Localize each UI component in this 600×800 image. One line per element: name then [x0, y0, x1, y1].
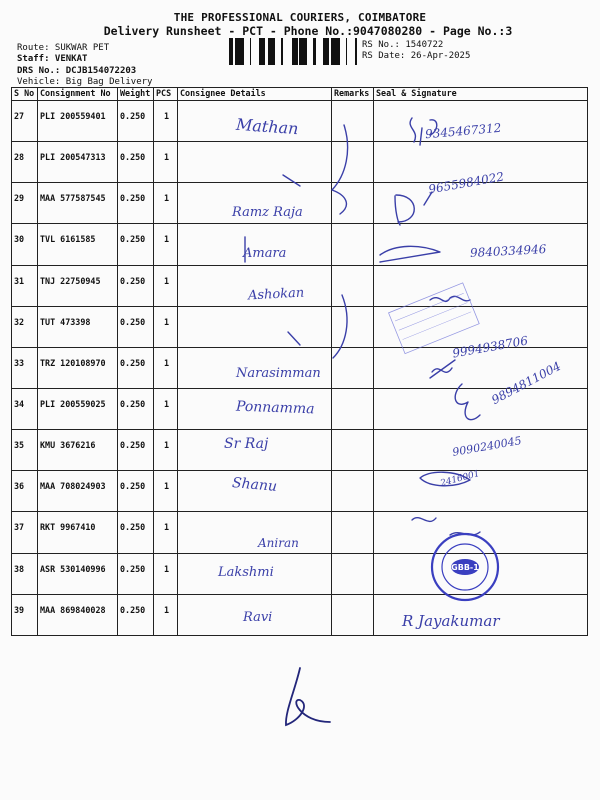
consignee-handwriting: Mathan: [235, 114, 300, 139]
signature-scribble-icon: [395, 192, 432, 225]
consignee-handwriting: Narasimman: [236, 366, 321, 381]
ditto-mark-icon: [283, 175, 300, 186]
pcs-cell: 1: [154, 594, 178, 635]
phone-handwriting: 2416001: [439, 468, 481, 490]
consignment-cell: TNJ 22750945: [38, 265, 118, 306]
pcs-cell: 1: [154, 471, 178, 512]
consignment-cell: TRZ 120108970: [38, 347, 118, 388]
consignee-handwriting: Ashokan: [247, 285, 305, 304]
signature-scribble-icon: [430, 360, 455, 378]
col-header-sno: S No: [12, 88, 38, 101]
pcs-cell: 1: [154, 142, 178, 183]
consignment-cell: TUT 473398: [38, 306, 118, 347]
sno-cell: 36: [12, 471, 38, 512]
pcs-cell: 1: [154, 101, 178, 142]
seal-text: GBB-1: [451, 563, 479, 572]
col-header-weight: Weight: [118, 88, 154, 101]
staff-label: Staff: VENKAT: [17, 54, 88, 64]
rs-date: RS Date: 26-Apr-2025: [362, 51, 471, 61]
col-header-seal: Seal & Signature: [374, 88, 588, 101]
company-stamp-icon: [389, 283, 480, 354]
weight-cell: 0.250: [118, 594, 154, 635]
document-subtitle: Delivery Runsheet - PCT - Phone No.:9047080280 - Page No.:3: [103, 24, 513, 38]
signature-scribble-icon: [412, 518, 480, 535]
weight-cell: 0.250: [118, 347, 154, 388]
consignee-handwriting: Ramz Raja: [232, 205, 303, 220]
consignment-cell: MAA 869840028: [38, 594, 118, 635]
sno-cell: 33: [12, 347, 38, 388]
weight-cell: 0.250: [118, 512, 154, 553]
sno-cell: 27: [12, 101, 38, 142]
phone-handwriting: 9655984022: [427, 169, 505, 197]
consignee-handwriting: Amara: [243, 246, 287, 261]
pcs-cell: 1: [154, 183, 178, 224]
consignment-cell: MAA 708024903: [38, 471, 118, 512]
weight-cell: 0.250: [118, 388, 154, 429]
consignee-handwriting: Shanu: [231, 475, 278, 495]
sno-cell: 34: [12, 388, 38, 429]
consignee-handwriting: Aniran: [258, 536, 299, 550]
consignment-cell: PLI 200547313: [38, 142, 118, 183]
pcs-cell: 1: [154, 430, 178, 471]
weight-cell: 0.250: [118, 471, 154, 512]
loop-signature-icon: [286, 668, 330, 725]
phone-handwriting: 9894811004: [489, 358, 564, 408]
sno-cell: 38: [12, 553, 38, 594]
col-header-consignee: Consignee Details: [178, 88, 332, 101]
bracket-stroke-icon: [332, 125, 348, 214]
consignee-handwriting: Sr Raj: [224, 436, 269, 452]
consignment-cell: TVL 6161585: [38, 224, 118, 265]
weight-cell: 0.250: [118, 430, 154, 471]
col-header-pcs: PCS: [154, 88, 178, 101]
col-header-consignment: Consignment No: [38, 88, 118, 101]
route-label: Route: SUKWAR PET: [17, 43, 110, 53]
round-seal-icon: [432, 534, 498, 600]
consignee-handwriting: Lakshmi: [218, 565, 274, 580]
consignment-cell: ASR 530140996: [38, 553, 118, 594]
rs-number: RS No.: 1540722: [362, 40, 444, 50]
phone-handwriting: 9994938706: [451, 333, 529, 361]
consignment-cell: PLI 200559025: [38, 388, 118, 429]
signature-scribble-icon: [380, 246, 440, 262]
ditto-mark-icon: [288, 332, 300, 345]
consignment-cell: KMU 3676216: [38, 430, 118, 471]
weight-cell: 0.250: [118, 183, 154, 224]
weight-cell: 0.250: [118, 101, 154, 142]
col-header-remarks: Remarks: [332, 88, 374, 101]
pcs-cell: 1: [154, 306, 178, 347]
pcs-cell: 1: [154, 388, 178, 429]
sno-cell: 31: [12, 265, 38, 306]
sno-cell: 39: [12, 594, 38, 635]
consignment-cell: MAA 577587545: [38, 183, 118, 224]
vehicle-label: Vehicle: Big Bag Delivery: [17, 77, 153, 87]
phone-handwriting: 9345467312: [424, 120, 502, 142]
drs-number: DRS No.: DCJB154072203: [17, 66, 137, 76]
pcs-cell: 1: [154, 265, 178, 306]
weight-cell: 0.250: [118, 265, 154, 306]
consignee-handwriting: Ponnamma: [235, 398, 315, 418]
sno-cell: 30: [12, 224, 38, 265]
sno-cell: 28: [12, 142, 38, 183]
signature-scribble-icon: [455, 384, 480, 420]
bracket-stroke-icon: [333, 295, 347, 358]
sno-cell: 37: [12, 512, 38, 553]
weight-cell: 0.250: [118, 142, 154, 183]
weight-cell: 0.250: [118, 224, 154, 265]
document-title: THE PROFESSIONAL COURIERS, COIMBATORE: [173, 11, 427, 24]
sno-cell: 35: [12, 430, 38, 471]
consignee-handwriting: Ravi: [243, 610, 273, 625]
weight-cell: 0.250: [118, 553, 154, 594]
sno-cell: 32: [12, 306, 38, 347]
pcs-cell: 1: [154, 347, 178, 388]
receiver-signature-name: R Jayakumar: [402, 612, 500, 630]
sno-cell: 29: [12, 183, 38, 224]
pcs-cell: 1: [154, 224, 178, 265]
pcs-cell: 1: [154, 553, 178, 594]
consignment-cell: RKT 9967410: [38, 512, 118, 553]
pcs-cell: 1: [154, 512, 178, 553]
phone-handwriting: 9840334946: [469, 242, 547, 260]
consignment-cell: PLI 200559401: [38, 101, 118, 142]
weight-cell: 0.250: [118, 306, 154, 347]
phone-handwriting: 9090240045: [451, 434, 523, 459]
